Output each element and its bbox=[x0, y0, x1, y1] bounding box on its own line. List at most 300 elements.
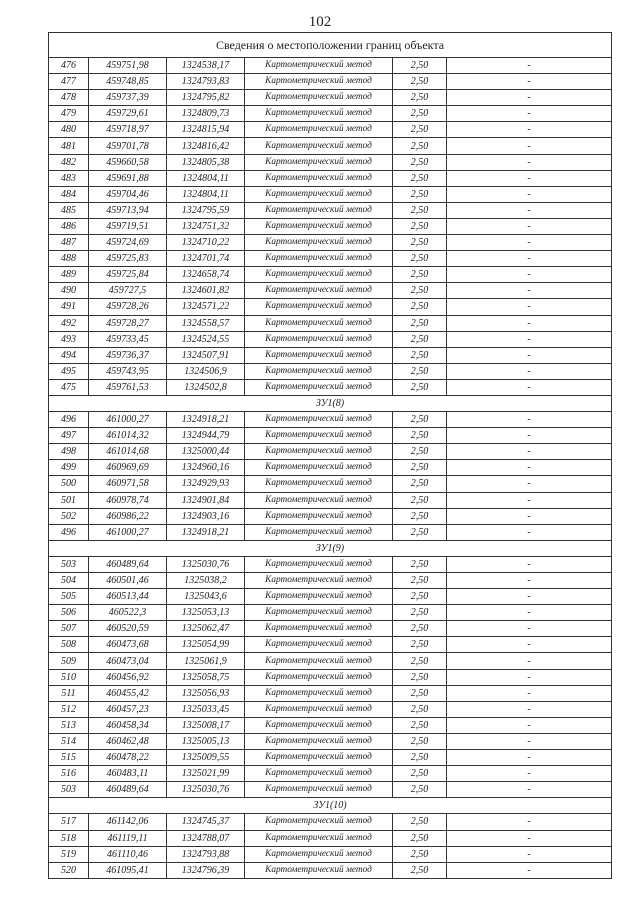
point-number-cell: 509 bbox=[49, 653, 89, 669]
method-cell: Картометрический метод bbox=[245, 412, 393, 428]
method-cell: Картометрический метод bbox=[245, 476, 393, 492]
extra-cell: - bbox=[447, 122, 612, 138]
coord-x-cell: 460473,68 bbox=[89, 637, 167, 653]
coord-x-cell: 459725,83 bbox=[89, 251, 167, 267]
table-row bbox=[49, 428, 612, 444]
extra-cell: - bbox=[447, 202, 612, 218]
accuracy-cell: 2,50 bbox=[393, 669, 447, 685]
extra-cell: - bbox=[447, 573, 612, 589]
coord-y-cell: 1325008,17 bbox=[167, 717, 245, 733]
accuracy-cell: 2,50 bbox=[393, 766, 447, 782]
table-row bbox=[49, 90, 612, 106]
table-header: Сведения о местоположении границ объекта bbox=[49, 33, 612, 58]
accuracy-cell: 2,50 bbox=[393, 508, 447, 524]
group-label: ЗУ1(9) bbox=[49, 540, 612, 556]
coord-x-cell: 459748,85 bbox=[89, 74, 167, 90]
accuracy-cell: 2,50 bbox=[393, 589, 447, 605]
coord-y-cell: 1324658,74 bbox=[167, 267, 245, 283]
accuracy-cell: 2,50 bbox=[393, 573, 447, 589]
coord-y-cell: 1324502,8 bbox=[167, 379, 245, 395]
table-row bbox=[49, 74, 612, 90]
coord-x-cell: 459713,94 bbox=[89, 202, 167, 218]
accuracy-cell: 2,50 bbox=[393, 202, 447, 218]
table-row bbox=[49, 444, 612, 460]
point-number-cell: 510 bbox=[49, 669, 89, 685]
point-number-cell: 515 bbox=[49, 750, 89, 766]
table-row bbox=[49, 782, 612, 798]
table-row bbox=[49, 653, 612, 669]
extra-cell: - bbox=[447, 830, 612, 846]
table-row bbox=[49, 299, 612, 315]
method-cell: Картометрический метод bbox=[245, 315, 393, 331]
point-number-cell: 493 bbox=[49, 331, 89, 347]
method-cell: Картометрический метод bbox=[245, 717, 393, 733]
coord-x-cell: 461142,06 bbox=[89, 814, 167, 830]
accuracy-cell: 2,50 bbox=[393, 74, 447, 90]
point-number-cell: 498 bbox=[49, 444, 89, 460]
accuracy-cell: 2,50 bbox=[393, 251, 447, 267]
extra-cell: - bbox=[447, 267, 612, 283]
extra-cell: - bbox=[447, 154, 612, 170]
table-row bbox=[49, 138, 612, 154]
coord-x-cell: 461014,68 bbox=[89, 444, 167, 460]
accuracy-cell: 2,50 bbox=[393, 218, 447, 234]
point-number-cell: 500 bbox=[49, 476, 89, 492]
coord-y-cell: 1324788,07 bbox=[167, 830, 245, 846]
extra-cell: - bbox=[447, 331, 612, 347]
accuracy-cell: 2,50 bbox=[393, 685, 447, 701]
coord-x-cell: 459701,78 bbox=[89, 138, 167, 154]
method-cell: Картометрический метод bbox=[245, 685, 393, 701]
coord-x-cell: 459733,45 bbox=[89, 331, 167, 347]
extra-cell: - bbox=[447, 862, 612, 878]
coord-x-cell: 459719,51 bbox=[89, 218, 167, 234]
table-row bbox=[49, 685, 612, 701]
coord-y-cell: 1324507,91 bbox=[167, 347, 245, 363]
method-cell: Картометрический метод bbox=[245, 154, 393, 170]
page-number: 102 bbox=[308, 14, 332, 30]
method-cell: Картометрический метод bbox=[245, 814, 393, 830]
accuracy-cell: 2,50 bbox=[393, 621, 447, 637]
coord-x-cell: 460489,64 bbox=[89, 556, 167, 572]
group-label: ЗУ1(10) bbox=[49, 798, 612, 814]
coord-x-cell: 460473,04 bbox=[89, 653, 167, 669]
coord-y-cell: 1324815,94 bbox=[167, 122, 245, 138]
table-row bbox=[49, 733, 612, 749]
coord-x-cell: 460489,64 bbox=[89, 782, 167, 798]
point-number-cell: 492 bbox=[49, 315, 89, 331]
coord-x-cell: 460513,44 bbox=[89, 589, 167, 605]
coord-x-cell: 459743,95 bbox=[89, 363, 167, 379]
table-row bbox=[49, 556, 612, 572]
method-cell: Картометрический метод bbox=[245, 669, 393, 685]
accuracy-cell: 2,50 bbox=[393, 235, 447, 251]
extra-cell: - bbox=[447, 379, 612, 395]
coord-x-cell: 460969,69 bbox=[89, 460, 167, 476]
table-row bbox=[49, 492, 612, 508]
table-row bbox=[49, 717, 612, 733]
point-number-cell: 511 bbox=[49, 685, 89, 701]
method-cell: Картометрический метод bbox=[245, 782, 393, 798]
accuracy-cell: 2,50 bbox=[393, 492, 447, 508]
method-cell: Картометрический метод bbox=[245, 218, 393, 234]
extra-cell: - bbox=[447, 782, 612, 798]
method-cell: Картометрический метод bbox=[245, 444, 393, 460]
coord-y-cell: 1324571,22 bbox=[167, 299, 245, 315]
point-number-cell: 481 bbox=[49, 138, 89, 154]
coord-y-cell: 1324809,73 bbox=[167, 106, 245, 122]
accuracy-cell: 2,50 bbox=[393, 58, 447, 74]
coord-x-cell: 461095,41 bbox=[89, 862, 167, 878]
extra-cell: - bbox=[447, 750, 612, 766]
coord-x-cell: 460457,23 bbox=[89, 701, 167, 717]
point-number-cell: 484 bbox=[49, 186, 89, 202]
coord-x-cell: 460456,92 bbox=[89, 669, 167, 685]
coord-x-cell: 459736,37 bbox=[89, 347, 167, 363]
group-label: ЗУ1(8) bbox=[49, 395, 612, 411]
coord-y-cell: 1324710,22 bbox=[167, 235, 245, 251]
accuracy-cell: 2,50 bbox=[393, 846, 447, 862]
method-cell: Картометрический метод bbox=[245, 186, 393, 202]
accuracy-cell: 2,50 bbox=[393, 782, 447, 798]
coord-y-cell: 1325005,13 bbox=[167, 733, 245, 749]
table-row bbox=[49, 750, 612, 766]
accuracy-cell: 2,50 bbox=[393, 862, 447, 878]
accuracy-cell: 2,50 bbox=[393, 814, 447, 830]
coord-y-cell: 1325021,99 bbox=[167, 766, 245, 782]
point-number-cell: 495 bbox=[49, 363, 89, 379]
accuracy-cell: 2,50 bbox=[393, 106, 447, 122]
boundary-table bbox=[48, 32, 612, 879]
coord-y-cell: 1324795,59 bbox=[167, 202, 245, 218]
coord-y-cell: 1324751,32 bbox=[167, 218, 245, 234]
extra-cell: - bbox=[447, 524, 612, 540]
coord-y-cell: 1325033,45 bbox=[167, 701, 245, 717]
method-cell: Картометрический метод bbox=[245, 573, 393, 589]
accuracy-cell: 2,50 bbox=[393, 637, 447, 653]
extra-cell: - bbox=[447, 363, 612, 379]
coord-y-cell: 1324793,88 bbox=[167, 846, 245, 862]
accuracy-cell: 2,50 bbox=[393, 186, 447, 202]
extra-cell: - bbox=[447, 556, 612, 572]
table-row bbox=[49, 621, 612, 637]
coord-y-cell: 1324903,16 bbox=[167, 508, 245, 524]
extra-cell: - bbox=[447, 170, 612, 186]
table-row bbox=[49, 701, 612, 717]
extra-cell: - bbox=[447, 138, 612, 154]
method-cell: Картометрический метод bbox=[245, 58, 393, 74]
method-cell: Картометрический метод bbox=[245, 74, 393, 90]
point-number-cell: 476 bbox=[49, 58, 89, 74]
coord-x-cell: 460501,46 bbox=[89, 573, 167, 589]
coord-y-cell: 1324944,79 bbox=[167, 428, 245, 444]
accuracy-cell: 2,50 bbox=[393, 331, 447, 347]
accuracy-cell: 2,50 bbox=[393, 717, 447, 733]
table-row bbox=[49, 476, 612, 492]
extra-cell: - bbox=[447, 58, 612, 74]
extra-cell: - bbox=[447, 685, 612, 701]
accuracy-cell: 2,50 bbox=[393, 460, 447, 476]
method-cell: Картометрический метод bbox=[245, 524, 393, 540]
point-number-cell: 503 bbox=[49, 782, 89, 798]
point-number-cell: 504 bbox=[49, 573, 89, 589]
table-row bbox=[49, 283, 612, 299]
accuracy-cell: 2,50 bbox=[393, 267, 447, 283]
accuracy-cell: 2,50 bbox=[393, 138, 447, 154]
method-cell: Картометрический метод bbox=[245, 170, 393, 186]
point-number-cell: 513 bbox=[49, 717, 89, 733]
table-row bbox=[49, 363, 612, 379]
coord-x-cell: 459728,26 bbox=[89, 299, 167, 315]
coord-x-cell: 459761,53 bbox=[89, 379, 167, 395]
accuracy-cell: 2,50 bbox=[393, 428, 447, 444]
coord-y-cell: 1325058,75 bbox=[167, 669, 245, 685]
extra-cell: - bbox=[447, 605, 612, 621]
extra-cell: - bbox=[447, 444, 612, 460]
coord-y-cell: 1324804,11 bbox=[167, 186, 245, 202]
table-row bbox=[49, 524, 612, 540]
coord-x-cell: 459718,97 bbox=[89, 122, 167, 138]
table-row bbox=[49, 315, 612, 331]
accuracy-cell: 2,50 bbox=[393, 170, 447, 186]
accuracy-cell: 2,50 bbox=[393, 315, 447, 331]
point-number-cell: 505 bbox=[49, 589, 89, 605]
coord-x-cell: 459691,88 bbox=[89, 170, 167, 186]
method-cell: Картометрический метод bbox=[245, 283, 393, 299]
method-cell: Картометрический метод bbox=[245, 750, 393, 766]
method-cell: Картометрический метод bbox=[245, 251, 393, 267]
point-number-cell: 512 bbox=[49, 701, 89, 717]
coord-x-cell: 461119,11 bbox=[89, 830, 167, 846]
point-number-cell: 477 bbox=[49, 74, 89, 90]
extra-cell: - bbox=[447, 218, 612, 234]
table-row bbox=[49, 460, 612, 476]
accuracy-cell: 2,50 bbox=[393, 653, 447, 669]
extra-cell: - bbox=[447, 637, 612, 653]
extra-cell: - bbox=[447, 235, 612, 251]
coord-y-cell: 1324558,57 bbox=[167, 315, 245, 331]
coord-x-cell: 461000,27 bbox=[89, 524, 167, 540]
point-number-cell: 482 bbox=[49, 154, 89, 170]
coord-y-cell: 1325030,76 bbox=[167, 782, 245, 798]
extra-cell: - bbox=[447, 90, 612, 106]
method-cell: Картометрический метод bbox=[245, 830, 393, 846]
coord-y-cell: 1324745,37 bbox=[167, 814, 245, 830]
coord-x-cell: 461014,32 bbox=[89, 428, 167, 444]
point-number-cell: 496 bbox=[49, 524, 89, 540]
accuracy-cell: 2,50 bbox=[393, 122, 447, 138]
coord-x-cell: 459729,61 bbox=[89, 106, 167, 122]
coord-x-cell: 459727,5 bbox=[89, 283, 167, 299]
table-row bbox=[49, 830, 612, 846]
point-number-cell: 489 bbox=[49, 267, 89, 283]
table-row bbox=[49, 846, 612, 862]
coord-y-cell: 1324793,83 bbox=[167, 74, 245, 90]
point-number-cell: 501 bbox=[49, 492, 89, 508]
extra-cell: - bbox=[447, 733, 612, 749]
table-row bbox=[49, 589, 612, 605]
table-row bbox=[49, 170, 612, 186]
coord-x-cell: 460455,42 bbox=[89, 685, 167, 701]
coord-y-cell: 1325043,6 bbox=[167, 589, 245, 605]
method-cell: Картометрический метод bbox=[245, 347, 393, 363]
coord-y-cell: 1324524,55 bbox=[167, 331, 245, 347]
coord-y-cell: 1324796,39 bbox=[167, 862, 245, 878]
table-row bbox=[49, 766, 612, 782]
method-cell: Картометрический метод bbox=[245, 363, 393, 379]
coord-x-cell: 459724,69 bbox=[89, 235, 167, 251]
accuracy-cell: 2,50 bbox=[393, 701, 447, 717]
extra-cell: - bbox=[447, 476, 612, 492]
coord-x-cell: 460520,59 bbox=[89, 621, 167, 637]
coord-x-cell: 459751,98 bbox=[89, 58, 167, 74]
accuracy-cell: 2,50 bbox=[393, 750, 447, 766]
coord-x-cell: 459728,27 bbox=[89, 315, 167, 331]
extra-cell: - bbox=[447, 846, 612, 862]
method-cell: Картометрический метод bbox=[245, 460, 393, 476]
point-number-cell: 497 bbox=[49, 428, 89, 444]
extra-cell: - bbox=[447, 315, 612, 331]
method-cell: Картометрический метод bbox=[245, 605, 393, 621]
coord-x-cell: 460986,22 bbox=[89, 508, 167, 524]
coord-x-cell: 460478,22 bbox=[89, 750, 167, 766]
table-row bbox=[49, 347, 612, 363]
method-cell: Картометрический метод bbox=[245, 556, 393, 572]
accuracy-cell: 2,50 bbox=[393, 90, 447, 106]
table-row bbox=[49, 814, 612, 830]
point-number-cell: 479 bbox=[49, 106, 89, 122]
point-number-cell: 488 bbox=[49, 251, 89, 267]
coord-y-cell: 1324601,82 bbox=[167, 283, 245, 299]
point-number-cell: 487 bbox=[49, 235, 89, 251]
point-number-cell: 485 bbox=[49, 202, 89, 218]
accuracy-cell: 2,50 bbox=[393, 605, 447, 621]
coord-y-cell: 1324506,9 bbox=[167, 363, 245, 379]
method-cell: Картометрический метод bbox=[245, 202, 393, 218]
point-number-cell: 480 bbox=[49, 122, 89, 138]
table-row bbox=[49, 573, 612, 589]
coord-x-cell: 460458,34 bbox=[89, 717, 167, 733]
point-number-cell: 491 bbox=[49, 299, 89, 315]
point-number-cell: 486 bbox=[49, 218, 89, 234]
table-row bbox=[49, 202, 612, 218]
coord-y-cell: 1325009,55 bbox=[167, 750, 245, 766]
extra-cell: - bbox=[447, 186, 612, 202]
table-row bbox=[49, 605, 612, 621]
extra-cell: - bbox=[447, 299, 612, 315]
table-row bbox=[49, 122, 612, 138]
group-row bbox=[49, 540, 612, 556]
table-row bbox=[49, 508, 612, 524]
coord-x-cell: 461000,27 bbox=[89, 412, 167, 428]
coord-y-cell: 1324816,42 bbox=[167, 138, 245, 154]
method-cell: Картометрический метод bbox=[245, 90, 393, 106]
coord-x-cell: 460522,3 bbox=[89, 605, 167, 621]
coord-y-cell: 1324538,17 bbox=[167, 58, 245, 74]
point-number-cell: 518 bbox=[49, 830, 89, 846]
method-cell: Картометрический метод bbox=[245, 267, 393, 283]
extra-cell: - bbox=[447, 669, 612, 685]
table-row bbox=[49, 58, 612, 74]
method-cell: Картометрический метод bbox=[245, 862, 393, 878]
method-cell: Картометрический метод bbox=[245, 138, 393, 154]
method-cell: Картометрический метод bbox=[245, 653, 393, 669]
point-number-cell: 503 bbox=[49, 556, 89, 572]
coord-y-cell: 1324960,16 bbox=[167, 460, 245, 476]
extra-cell: - bbox=[447, 251, 612, 267]
accuracy-cell: 2,50 bbox=[393, 154, 447, 170]
method-cell: Картометрический метод bbox=[245, 331, 393, 347]
coord-y-cell: 1325061,9 bbox=[167, 653, 245, 669]
extra-cell: - bbox=[447, 717, 612, 733]
coord-y-cell: 1325030,76 bbox=[167, 556, 245, 572]
extra-cell: - bbox=[447, 653, 612, 669]
point-number-cell: 516 bbox=[49, 766, 89, 782]
method-cell: Картометрический метод bbox=[245, 299, 393, 315]
coord-y-cell: 1324918,21 bbox=[167, 524, 245, 540]
extra-cell: - bbox=[447, 814, 612, 830]
coord-x-cell: 460971,58 bbox=[89, 476, 167, 492]
accuracy-cell: 2,50 bbox=[393, 412, 447, 428]
coord-y-cell: 1324701,74 bbox=[167, 251, 245, 267]
table-row bbox=[49, 862, 612, 878]
coord-x-cell: 461110,46 bbox=[89, 846, 167, 862]
point-number-cell: 502 bbox=[49, 508, 89, 524]
coord-y-cell: 1324918,21 bbox=[167, 412, 245, 428]
point-number-cell: 494 bbox=[49, 347, 89, 363]
table-row bbox=[49, 251, 612, 267]
coord-y-cell: 1325053,13 bbox=[167, 605, 245, 621]
method-cell: Картометрический метод bbox=[245, 733, 393, 749]
method-cell: Картометрический метод bbox=[245, 508, 393, 524]
method-cell: Картометрический метод bbox=[245, 379, 393, 395]
table-row bbox=[49, 669, 612, 685]
coord-x-cell: 460978,74 bbox=[89, 492, 167, 508]
point-number-cell: 507 bbox=[49, 621, 89, 637]
coord-x-cell: 459737,39 bbox=[89, 90, 167, 106]
method-cell: Картометрический метод bbox=[245, 235, 393, 251]
coord-y-cell: 1324901,84 bbox=[167, 492, 245, 508]
point-number-cell: 483 bbox=[49, 170, 89, 186]
coord-y-cell: 1324929,93 bbox=[167, 476, 245, 492]
point-number-cell: 490 bbox=[49, 283, 89, 299]
table-header-row bbox=[49, 33, 612, 58]
extra-cell: - bbox=[447, 347, 612, 363]
accuracy-cell: 2,50 bbox=[393, 733, 447, 749]
accuracy-cell: 2,50 bbox=[393, 476, 447, 492]
accuracy-cell: 2,50 bbox=[393, 299, 447, 315]
method-cell: Картометрический метод bbox=[245, 428, 393, 444]
point-number-cell: 478 bbox=[49, 90, 89, 106]
coord-x-cell: 459660,58 bbox=[89, 154, 167, 170]
accuracy-cell: 2,50 bbox=[393, 830, 447, 846]
point-number-cell: 496 bbox=[49, 412, 89, 428]
table-row bbox=[49, 379, 612, 395]
point-number-cell: 508 bbox=[49, 637, 89, 653]
method-cell: Картометрический метод bbox=[245, 701, 393, 717]
group-row bbox=[49, 798, 612, 814]
extra-cell: - bbox=[447, 766, 612, 782]
method-cell: Картометрический метод bbox=[245, 122, 393, 138]
table-row bbox=[49, 267, 612, 283]
coord-x-cell: 459725,84 bbox=[89, 267, 167, 283]
table-row bbox=[49, 154, 612, 170]
group-row bbox=[49, 395, 612, 411]
coord-y-cell: 1324795,82 bbox=[167, 90, 245, 106]
method-cell: Картометрический метод bbox=[245, 621, 393, 637]
extra-cell: - bbox=[447, 701, 612, 717]
coord-y-cell: 1324805,38 bbox=[167, 154, 245, 170]
